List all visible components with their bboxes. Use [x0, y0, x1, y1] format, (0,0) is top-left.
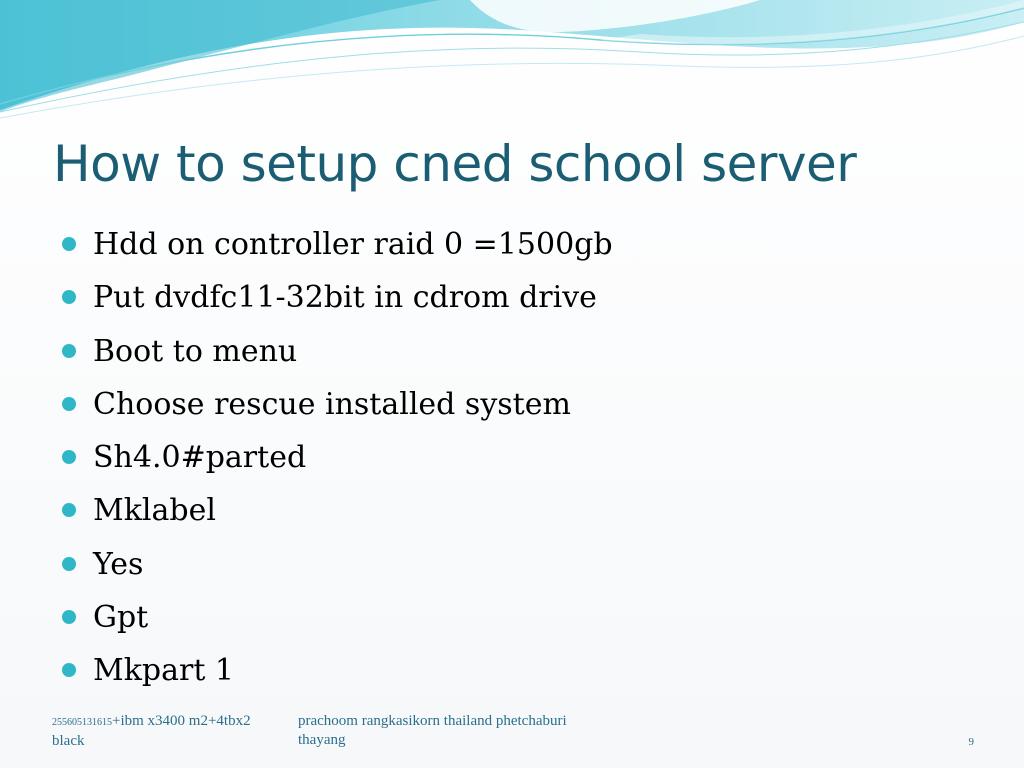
bullet-item: [62, 378, 613, 431]
footer-left: [52, 712, 292, 751]
bullet-text: Gpt: [93, 600, 149, 636]
bullet-item: [62, 484, 613, 537]
bullet-item: [62, 325, 613, 378]
bullet-dot-icon: [62, 610, 76, 624]
bullet-text: Put dvdfc11-32bit in cdrom drive: [93, 280, 597, 316]
bullet-text: Sh4.0#parted: [93, 440, 307, 476]
bullet-text: Yes: [93, 546, 144, 582]
footer-center-line2: thayang: [298, 732, 346, 748]
footer-left-line2: black: [52, 733, 85, 749]
bullet-text: Hdd on controller raid 0 =1500gb: [93, 227, 613, 262]
footer-number: 255605131615: [52, 717, 112, 728]
bullet-list: [62, 218, 613, 698]
bullet-dot-icon: [62, 237, 76, 251]
bullet-item: [62, 431, 613, 484]
bullet-item: [62, 271, 613, 324]
bullet-dot-icon: [62, 450, 76, 464]
bullet-dot-icon: [62, 344, 76, 358]
bullet-dot-icon: [62, 397, 76, 411]
footer-left-line1: +ibm x3400 m2+4tbx2: [112, 713, 251, 729]
bullet-dot-icon: [62, 290, 76, 304]
bullet-item: [62, 644, 613, 697]
bullet-text: Boot to menu: [93, 333, 298, 369]
bullet-text: Mklabel: [93, 493, 216, 529]
bullet-text: Choose rescue installed system: [93, 386, 571, 422]
bullet-item: [62, 538, 613, 591]
bullet-text: Mkpart 1: [93, 653, 235, 689]
bullet-dot-icon: [62, 503, 76, 517]
page-number: 9: [968, 736, 974, 748]
bullet-item: [62, 218, 613, 271]
bullet-dot-icon: [62, 663, 76, 677]
footer-center-line1: prachoom rangkasikorn thailand phetchaburi: [298, 713, 567, 729]
bullet-dot-icon: [62, 557, 76, 571]
bullet-item: [62, 591, 613, 644]
footer-center: [298, 712, 658, 750]
slide-title: How to setup cned school server: [53, 135, 857, 193]
decorative-wave-header: [0, 0, 1024, 130]
